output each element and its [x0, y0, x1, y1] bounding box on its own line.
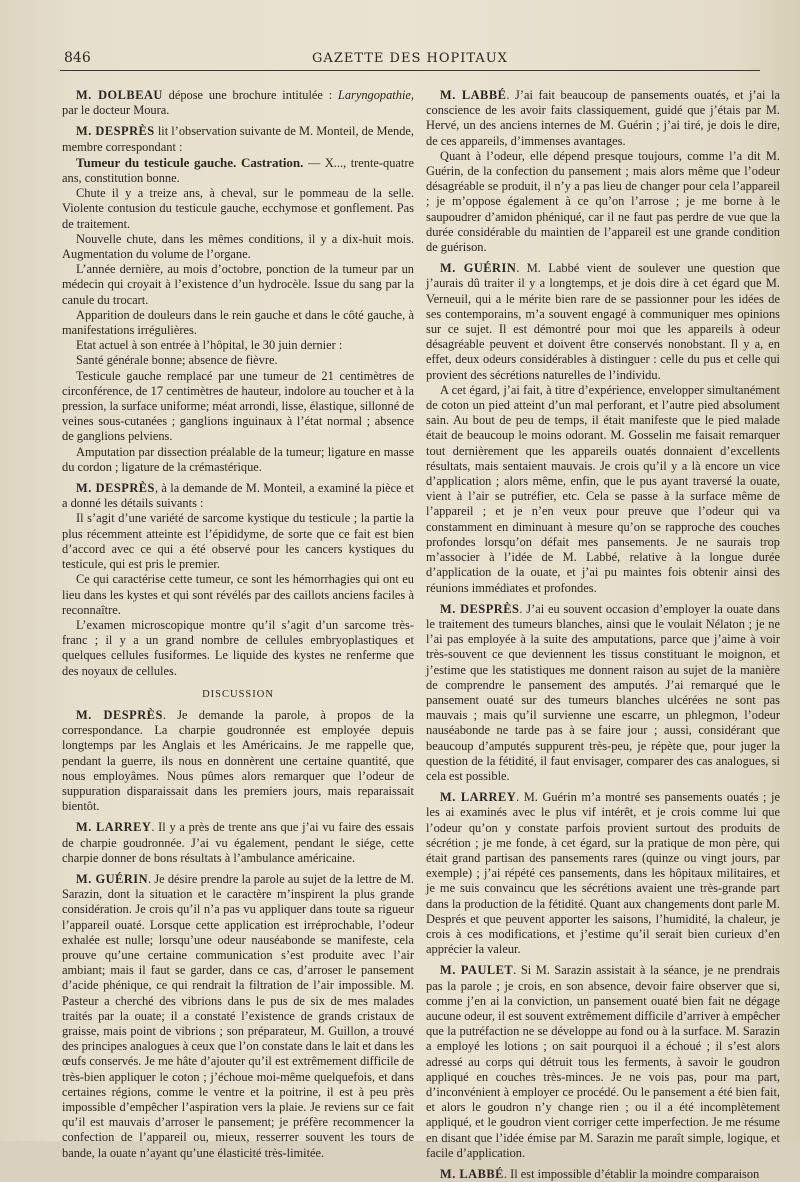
paragraph: [426, 963, 780, 1161]
paragraph: [62, 155, 414, 186]
paragraph: [62, 186, 414, 232]
left-column: [62, 82, 414, 1161]
paragraph: [62, 124, 414, 154]
speaker-name: M. DESPRÈS: [76, 481, 155, 496]
paragraph-text: L’année dernière, au mois d’octobre, ponction de la tumeur par un médecin qui croyait à l’existence d’un hydrocèle. Issue du sang par la canule du trocart.: [62, 262, 414, 307]
paragraph-text: L’examen microscopique montre qu’il s’agit d’un sarcome très-franc ; il y a un grand nombre de cellules embryoplastiques et quelques cellules fusiformes. Le liquide des kystes ne renferme que des noyaux de cellules.: [62, 617, 414, 678]
paragraph: [62, 618, 414, 679]
paragraph-text: Chute il y a treize ans, à cheval, sur le pommeau de la selle. Violente contusion du testicule gauche, ecchymose et gonflement. Pas de traitement.: [62, 186, 414, 231]
paragraph: [426, 383, 780, 596]
paragraph-text: Nouvelle chute, dans les mêmes conditions, il y a dix-huit mois. Augmentation du volume de l’organe.: [62, 231, 414, 262]
section-heading: DISCUSSION: [202, 688, 274, 700]
speaker-name: M. DESPRÈS: [76, 707, 163, 722]
paragraph-text: Apparition de douleurs dans le rein gauche et dans le côté gauche, à manifestations irrégulières.: [62, 307, 414, 338]
paragraph: [62, 872, 414, 1161]
speaker-name: M. LARREY: [76, 820, 152, 835]
paragraph: [62, 820, 414, 866]
paragraph: [62, 353, 414, 368]
paragraph-text: . Je demande la parole, à propos de la correspondance. La charpie goudronnée est employée depuis longtemps par les Anglais et les Américains. Je me rappelle que, pendant la guerre, ils nous en donnèrent une certaine quantité, que nous employâmes. Nous pûmes alors remarquer que l’odeur de suppuration disparaissait dans les premiers jours, mais reparaissait bientôt.: [62, 707, 414, 814]
paragraph: [426, 602, 780, 784]
paragraph: [62, 232, 414, 262]
paragraph: [62, 369, 414, 445]
paragraph-text: . Il est impossible d’établir la moindre comparaison: [503, 1167, 760, 1182]
paragraph-text: . Je désire prendre la parole au sujet de la lettre de M. Sarazin, dont la situation et le caractère m’inspirent la plus grande considération. Je crois qu’il n’a pas vu appliquer dans toute sa rigueur l’appareil ouaté. Lorsque cette application est irréprochable, l’odeur exhalée est nulle; lorsqu’une odeur nauséabonde se manifeste, cela prouve qu’une certaine communication s’est produite avec l’air ambiant; mais il faut se garder, dans ce cas, d’arroser le pansement d’acide phénique, ce qui rendrait la filtration de l’air impossible. M. Pasteur a cherché des vibrions dans le pus de six de mes malades traités par la ouate; il a constaté l’existence de grands cristaux de graisse, mais point de vibrions ; son préparateur, M. Guillon, a trouvé des principes analogues à ceux que l’on constate dans le lait et dans les œufs conservés. Je me hâte d’ajouter qu’il est extrêmement difficile de très-bien appliquer le coton ; j’échoue moi-même quelquefois, et dans certaines régions, comme le ventre et la poitrine, il est à peu près impossible d’empêcher l’aspiration vers la plaie. Je reviens sur ce fait qu’il est mauvais d’arroser le pansement; je préfère recommencer la confection de l’appareil ou, mieux, resserrer souvent les tours de bande, la ouate n’ayant qu’une élasticité très-limitée.: [62, 871, 414, 1160]
paragraph-text: , par le docteur Moura.: [62, 88, 414, 118]
paragraph-text: Il s’agit d’une variété de sarcome kystique du testicule ; la partie la plus récemment atteinte est l’épididyme, de sorte que ce fait est bien d’accord avec ce qui a été observé pour les cancers kystiques du testicule, qui est pris le premier.: [62, 511, 414, 572]
paragraph: [62, 338, 414, 353]
journal-title: GAZETTE DES HOPITAUX: [312, 51, 508, 66]
paragraph-text: . J’ai eu souvent occasion d’employer la ouate dans le traitement des tumeurs blanches, ainsi que le voulait Nélaton ; je ne l’ai pas employée à la suite des amputations, parce que j’aime à voir très-souvent ce que deviennent les tissus constituant le moignon, et j’estime que les statistiques me donnent raison au sujet de la manière de comprendre le pansement des amputés. J’ai remarqué que le pansement ouaté sur des tumeurs blanches ulcérées ne sont pas mauvais ; mais qu’il survienne une escarre, un phlegmon, l’odeur nauséabonde ne tarde pas à se faire jour ; aussi, considérant que beaucoup d’amputés suppurent très-peu, je répète que, pour juger la question de la fétidité, il faut envisager, comparer des cas analogues, si cela est possible.: [426, 601, 780, 783]
paragraph: [62, 262, 414, 308]
page-header: [60, 42, 760, 71]
paragraph-text: . Il y a près de trente ans que j’ai vu faire des essais de charpie goudronnée. J’ai vu également, pendant le siége, cette charpie donner de bons résultats à l’ambulance américaine.: [62, 820, 414, 865]
paragraph: [62, 572, 414, 618]
paragraph: [426, 88, 780, 149]
paragraph: [62, 708, 414, 814]
case-title: Tumeur du testicule gauche. Castration.: [76, 154, 304, 170]
paragraph: [426, 261, 780, 383]
paragraph-text: Quant à l’odeur, elle dépend presque toujours, comme l’a dit M. Guérin, de la confection du pansement ; mais alors même que l’odeur désagréable se produit, il n’y a pas lieu de changer pour cela l’appareil ; je m’oppose également à ce qu’on l’arrose ; je me borne à le saupoudrer d’amidon phéniqué, car il ne faut pas perdre de vue que la durée considérable du maintien de l’appareil est une grande condition de guérison.: [426, 148, 780, 255]
italic-text: Laryngopathie: [337, 88, 411, 102]
paragraph-text: A cet égard, j’ai fait, à titre d’expérience, envelopper simultanément de coton un pied atteint d’un mal perforant, et l’autre pied absolument sain. Au bout de peu de temps, il était manifeste que le pied malade était de beaucoup le moins odorant. M. Gosselin me faisait remarquer tout dernièrement que les appareils ouatés donnaient d’excellents résultats, mais sentaient mauvais. Je crois qu’il y a là encore un vice d’application ; alors même, enfin, que le pus ayant traversé la ouate, vient à l’air se putréfier, etc. Cela se passe à la surface même de l’appareil ; et je n’en veux pour preuve que l’odeur qui va constamment en diminuant à mesure qu’on se rapproche des couches profondes lorsqu’on défait mes pansements. Je ne saurais trop m’associer à l’idée de M. Labbé, relative à la longue durée d’application de la ouate, et j’ai pu maintes fois obtenir ainsi des réunions immédiates et profondes.: [426, 382, 780, 595]
paragraph: [62, 511, 414, 572]
paragraph-text: Testicule gauche remplacé par une tumeur de 21 centimètres de circonférence, de 17 centimètres de hauteur, indolore au toucher et à la pression, la surface uniforme; méat arrondi, lisse, élastique, sillonné de veines sous-cutanées ; ganglions inguinaux à l’état normal ; absence de ganglions pelviens.: [62, 368, 414, 444]
speaker-name: M. GUÉRIN: [76, 871, 149, 886]
paragraph-text: lit l’observation suivante de M. Monteil, de Mende, membre correspondant :: [62, 124, 415, 154]
speaker-name: M. DESPRÈS: [76, 124, 155, 139]
paragraph: [426, 790, 780, 957]
speaker-name: M. LABBÉ: [440, 88, 507, 102]
paragraph: [62, 481, 414, 511]
right-column: [426, 82, 780, 1182]
speaker-name: M. LABBÉ: [440, 1167, 504, 1182]
paragraph-text: dépose une brochure intitulée :: [162, 88, 338, 102]
paragraph-text: Etat actuel à son entrée à l’hôpital, le 30 juin dernier :: [76, 338, 343, 353]
paragraph-text: . Si M. Sarazin assistait à la séance, je ne prendrais pas la parole ; je crois, en son absence, devoir faire observer que si, comme j’en ai la conviction, un pansement ouaté bien fait ne dégage aucune odeur, il est souvent extrêmement difficile d’arriver à empêcher que la putréfaction ne se développe au fond ou à la surface. M. Sarazin a employé les lotions ; on sait pourquoi il a échoué ; il s’est alors adressé au corps qui détruit tous les ferments, à savoir le goudron appliqué en couches très-minces. Je ne vois pas, pour ma part, d’inconvénient à employer ce procédé. Ou le pansement a été bien fait, et alors le goudron n’y change rien ; ou il a été incomplètement appliqué, et le goudron vient corriger cette imperfection. Je me résume en disant que l’idée émise par M. Sarazin me paraît simple, logique, et facile d’application.: [426, 963, 780, 1160]
paragraph: [426, 149, 780, 255]
paragraph-text: . M. Guérin m’a montré ses pansements ouatés ; je les ai examinés avec le plus vif intérêt, et je crois comme lui que l’odeur qu’on y constate parfois provient surtout des produits de sécrétion ; je me fonde, à cet égard, sur la pratique de mon père, qui était grand partisan des pansements rares (quinze ou vingt jours, par exemple) ; j’ai répété ces pansements, dans les hôpitaux militaires, et je me suis convaincu que les sécrétions avaient une très-grande part dans la production de la fétidité. Quant aux changements dont parle M. Després et que peuvent apporter les saisons, l’humidité, la chaleur, je crois à ces modifications, et j’estime qu’il serait bien curieux d’en apprécier la valeur.: [426, 790, 780, 957]
speaker-name: M. PAULET: [440, 963, 514, 978]
paragraph-text: . J’ai fait beaucoup de pansements ouatés, et j’ai la conscience de les avoir faits classiquement, guidé que j’étais par M. Hervé, un des anciens internes de M. Guérin ; j’ai tiré, je dois le dire, de ces appareils, d’immenses avantages.: [426, 88, 780, 148]
page-number: 846: [64, 50, 91, 66]
paragraph-text: — X..., trente-quatre ans, constitution bonne.: [62, 155, 414, 186]
paragraph: [62, 308, 414, 338]
speaker-name: M. DESPRÈS: [440, 601, 520, 616]
speaker-name: M. GUÉRIN: [440, 261, 517, 276]
paragraph: [426, 1167, 780, 1182]
paragraph: [62, 445, 414, 475]
speaker-name: M. DOLBEAU: [76, 88, 163, 102]
speaker-name: M. LARREY: [440, 790, 517, 805]
paragraph-text: , à la demande de M. Monteil, a examiné la pièce et a donné les détails suivants :: [62, 481, 415, 511]
paragraph: [62, 88, 414, 118]
paragraph-text: . M. Labbé vient de soulever une question que j’aurais dû traiter il y a longtemps, et je dois dire à cet égard que M. Verneuil, qui a le mérite bien rare de se passionner pour les idées de ses contemporains, m’a souvent engagé à communiquer mes opinions sur ce sujet. Il est démontré pour moi que les appareils à odeur désagréable peuvent et doivent être conservés nonobstant. Il y a, en effet, deux odeurs considérables à distinguer : celle du pus et celle qui provient des sécrétions naturelles de l’individu.: [426, 261, 780, 382]
paragraph-text: Ce qui caractérise cette tumeur, ce sont les hémorrhagies qui ont eu lieu dans les kystes et qui sont révélés par des caillots anciens faciles à reconnaître.: [62, 572, 414, 617]
paragraph-text: Santé générale bonne; absence de fièvre.: [76, 353, 278, 368]
paragraph-text: Amputation par dissection préalable de la tumeur; ligature en masse du cordon ; ligature de la crémastérique.: [62, 444, 414, 474]
